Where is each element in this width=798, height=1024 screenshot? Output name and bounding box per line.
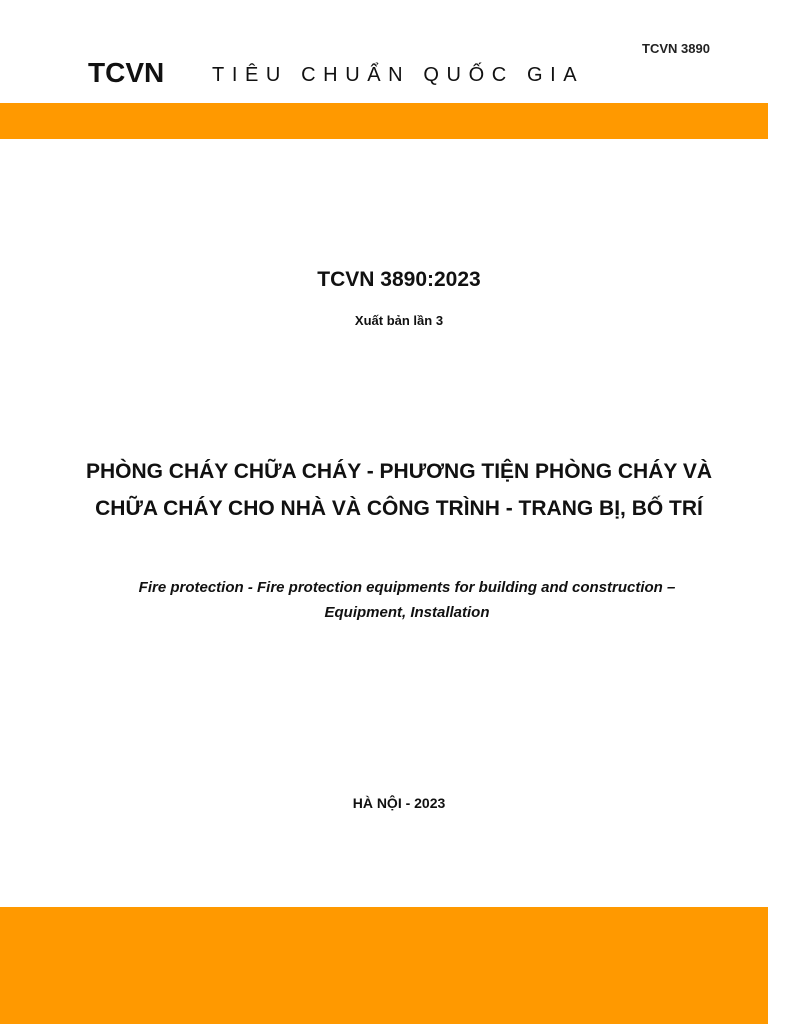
standard-code: TCVN 3890:2023 [317,268,481,291]
header-tagline: TIÊU CHUẨN QUỐC GIA [212,64,585,86]
corner-standard-code-text: TCVN 3890 [642,41,710,56]
header-orange-band [0,103,768,139]
corner-standard-code [642,40,710,56]
edition-label: Xuất bản lần 3 [354,313,444,328]
header-brand: TCVN [88,57,165,88]
title-english: Fire protection - Fire protection equipments for building and construction – Equipment, Installation [138,579,676,621]
title-vietnamese: PHÒNG CHÁY CHỮA CHÁY - PHƯƠNG TIỆN PHÒNG CHÁY VÀ CHỮA CHÁY CHO NHÀ VÀ CÔNG TRÌNH - TRANG BỊ, BỐ TRÍ [85,460,713,520]
place-and-year: HÀ NỘI - 2023 [352,795,446,811]
footer-orange-band [0,907,768,1024]
